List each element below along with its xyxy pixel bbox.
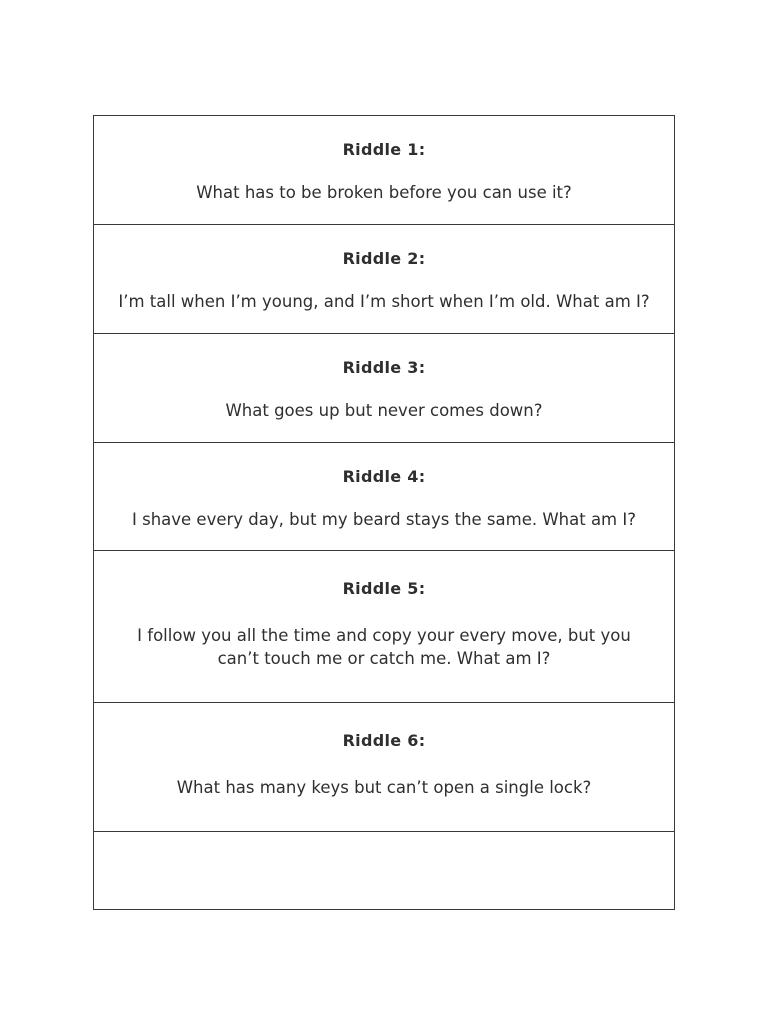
riddle-question: I’m tall when I’m young, and I’m short when I’m old. What am I? (118, 292, 650, 311)
riddle-title: Riddle 3: (342, 358, 426, 377)
riddle-title: Riddle 1: (342, 140, 426, 159)
riddle-title: Riddle 6: (342, 731, 426, 750)
riddle-question: I shave every day, but my beard stays the same. What am I? (132, 510, 636, 529)
riddle-row (94, 116, 675, 225)
riddle-question: What goes up but never comes down? (225, 401, 543, 420)
empty-row (94, 832, 675, 910)
riddle-row (94, 334, 675, 443)
riddle-question: What has many keys but can’t open a single lock? (176, 778, 592, 797)
riddle-cell (94, 334, 675, 443)
riddle-cell (94, 443, 675, 551)
empty-cell (94, 832, 675, 910)
riddle-row (94, 443, 675, 551)
riddle-cell (94, 116, 675, 225)
riddle-question: I follow you all the time and copy your every move, but you can’t touch me or catch me. What am I? (137, 626, 631, 668)
riddle-row (94, 703, 675, 832)
riddle-row (94, 225, 675, 334)
riddle-title: Riddle 2: (342, 249, 426, 268)
riddle-title: Riddle 4: (342, 467, 426, 486)
riddle-cell (94, 225, 675, 334)
riddle-question: What has to be broken before you can use it? (196, 183, 572, 202)
riddle-cell (94, 551, 675, 703)
riddle-table (93, 115, 675, 910)
riddle-cell (94, 703, 675, 832)
riddle-title: Riddle 5: (342, 579, 426, 598)
riddle-row (94, 551, 675, 703)
